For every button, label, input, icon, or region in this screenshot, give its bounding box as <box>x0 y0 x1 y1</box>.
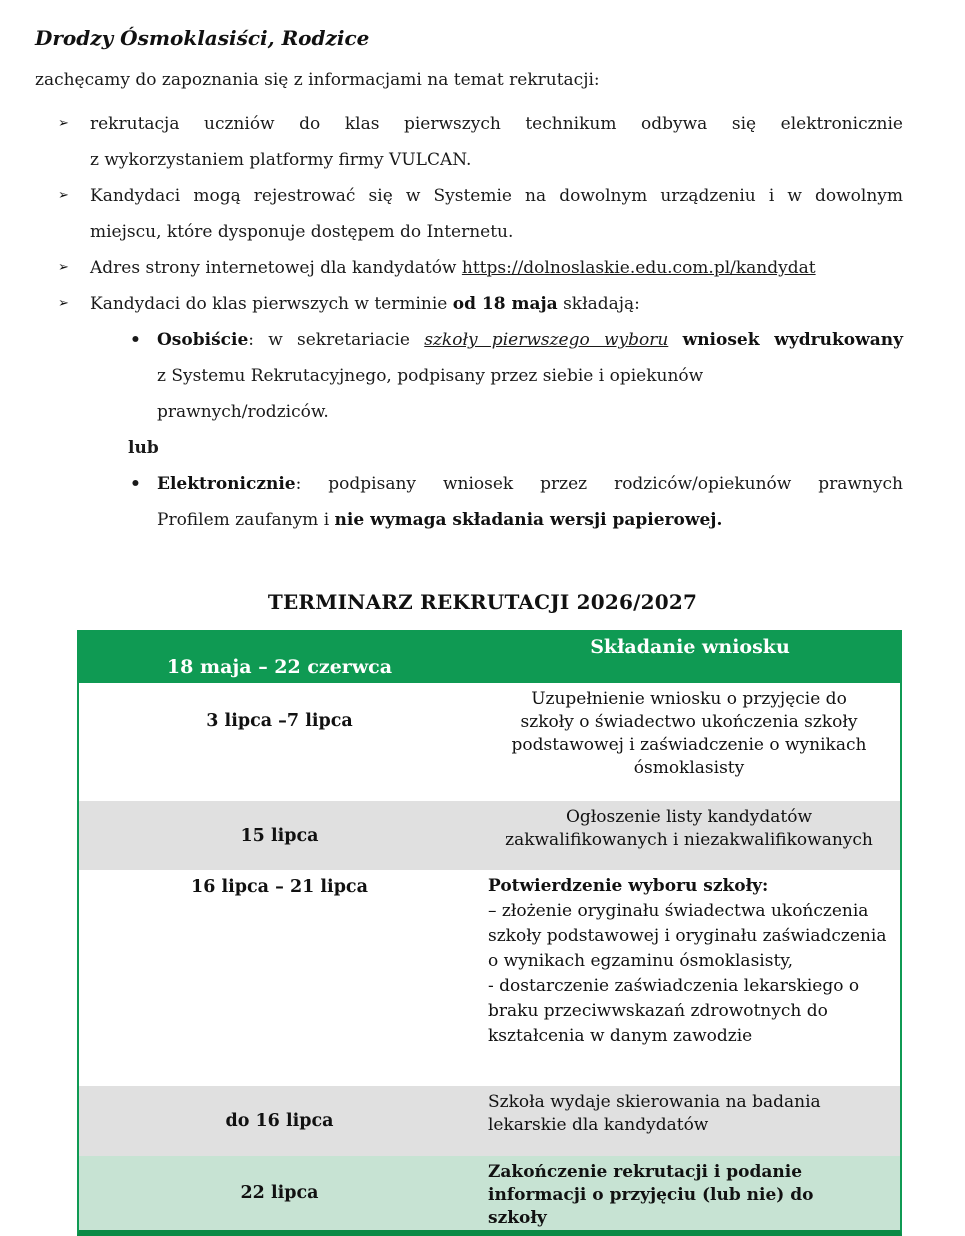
bullet-dot-icon: • <box>130 330 141 350</box>
table-row <box>79 801 900 870</box>
header-date-cell: 18 maja – 22 czerwca <box>166 656 393 678</box>
sub-bullet-item <box>130 466 903 538</box>
bullet-line: Kandydaci mogą rejestrować się w Systemie na dowolnym urządzeniu i w dowolnym <box>90 186 903 206</box>
emphasis-text: nie wymaga składania wersji papierowej. <box>334 510 723 530</box>
bullet-line: składają: <box>557 294 640 314</box>
url-link[interactable]: https://dolnoslaskie.edu.com.pl/kandydat <box>461 258 816 278</box>
bullet-item <box>58 286 903 322</box>
bullet-line: z wykorzystaniem platformy firmy VULCAN. <box>90 150 472 170</box>
bullet-dot-icon: • <box>130 474 141 494</box>
table-header-row <box>79 630 900 683</box>
bullet-bold-text: od 18 maja <box>452 294 558 314</box>
bullet-text <box>90 106 903 178</box>
underlined-italic-text: szkoły pierwszego wyboru <box>424 330 669 350</box>
desc-cell: Szkoła wydaje skierowania na badania lekarskie dla kandydatów <box>488 1092 821 1135</box>
desc-heading: Potwierdzenie wyboru szkoły: <box>488 876 769 896</box>
desc-cell: Ogłoszenie listy kandydatów zakwalifikowanych i niezakwalifikowanych <box>505 807 873 850</box>
bullet-text <box>90 250 903 286</box>
bullet-text <box>90 286 903 322</box>
intro-text: zachęcamy do zapoznania się z informacjami na temat rekrutacji: <box>35 70 600 90</box>
sub-bullet-text <box>157 466 903 538</box>
schedule-title: TERMINARZ REKRUTACJI 2026/2027 <box>267 590 698 614</box>
sub-bullet-item <box>130 322 903 430</box>
date-cell: 22 lipca <box>240 1183 319 1203</box>
connector-lub: lub <box>128 438 159 458</box>
bullet-line: miejscu, które dysponuje dostępem do Internetu. <box>90 222 514 242</box>
header-label-cell: Składanie wniosku <box>590 636 790 658</box>
arrow-bullet-icon: ➢ <box>58 260 69 275</box>
date-cell: 15 lipca <box>240 825 319 846</box>
bullet-line: Adres strony internetowej dla kandydatów <box>90 258 462 278</box>
sub-bullet-line: Profilem zaufanym i nie wymaga składania wersji papierowej. <box>157 510 723 530</box>
bullet-line: Kandydaci do klas pierwszych w terminie <box>90 294 453 314</box>
bullet-item <box>58 250 903 286</box>
bullet-item <box>58 106 903 178</box>
desc-line: - dostarczenie zaświadczenia lekarskiego o braku przeciwwskazań zdrowotnych do kształcenia w danym zawodzie <box>488 976 860 1046</box>
bullet-line: rekrutacja uczniów do klas pierwszych technikum odbywa się elektronicznie <box>90 114 903 134</box>
sub-bullet-text <box>157 322 903 430</box>
desc-line: – złożenie oryginału świadectwa ukończenia szkoły podstawowej i oryginału zaświadczenia o wynikach egzaminu ósmoklasisty, <box>488 901 887 971</box>
emphasis-text: Elektronicznie <box>157 474 296 494</box>
date-cell: do 16 lipca <box>225 1111 334 1131</box>
sub-bullet-line: Elektronicznie: podpisany wniosek przez rodziców/opiekunów prawnych <box>157 474 903 494</box>
date-cell: 16 lipca – 21 lipca <box>191 877 368 897</box>
table-row <box>79 1156 900 1230</box>
emphasis-text: wniosek wydrukowany <box>682 330 903 350</box>
sub-bullet-line: prawnych/rodziców. <box>157 402 329 422</box>
document-title: Drodzy Ósmoklasiści, Rodzice <box>35 26 370 50</box>
desc-cell: Uzupełnienie wniosku o przyjęcie do szkoły o świadectwo ukończenia szkoły podstawowej i zaświadczenie o wynikach ósmoklasisty <box>511 689 867 778</box>
desc-cell <box>480 870 900 1086</box>
schedule-table <box>77 630 902 1236</box>
bullet-text <box>90 178 903 250</box>
bullet-item <box>58 178 903 250</box>
emphasis-text: Osobiście <box>157 330 249 350</box>
arrow-bullet-icon: ➢ <box>58 296 69 311</box>
arrow-bullet-icon: ➢ <box>58 188 69 203</box>
table-row <box>79 870 900 1086</box>
date-cell: 3 lipca –7 lipca <box>206 711 353 731</box>
table-row <box>79 683 900 801</box>
arrow-bullet-icon: ➢ <box>58 116 69 131</box>
table-row <box>79 1086 900 1156</box>
sub-bullet-line: z Systemu Rekrutacyjnego, podpisany przez siebie i opiekunów <box>157 366 704 386</box>
desc-cell: Zakończenie rekrutacji i podanie informacji o przyjęciu (lub nie) do szkoły <box>488 1162 814 1228</box>
sub-bullet-line: Osobiście: w sekretariacie szkoły pierwszego wyboru wniosek wydrukowany <box>157 330 903 350</box>
